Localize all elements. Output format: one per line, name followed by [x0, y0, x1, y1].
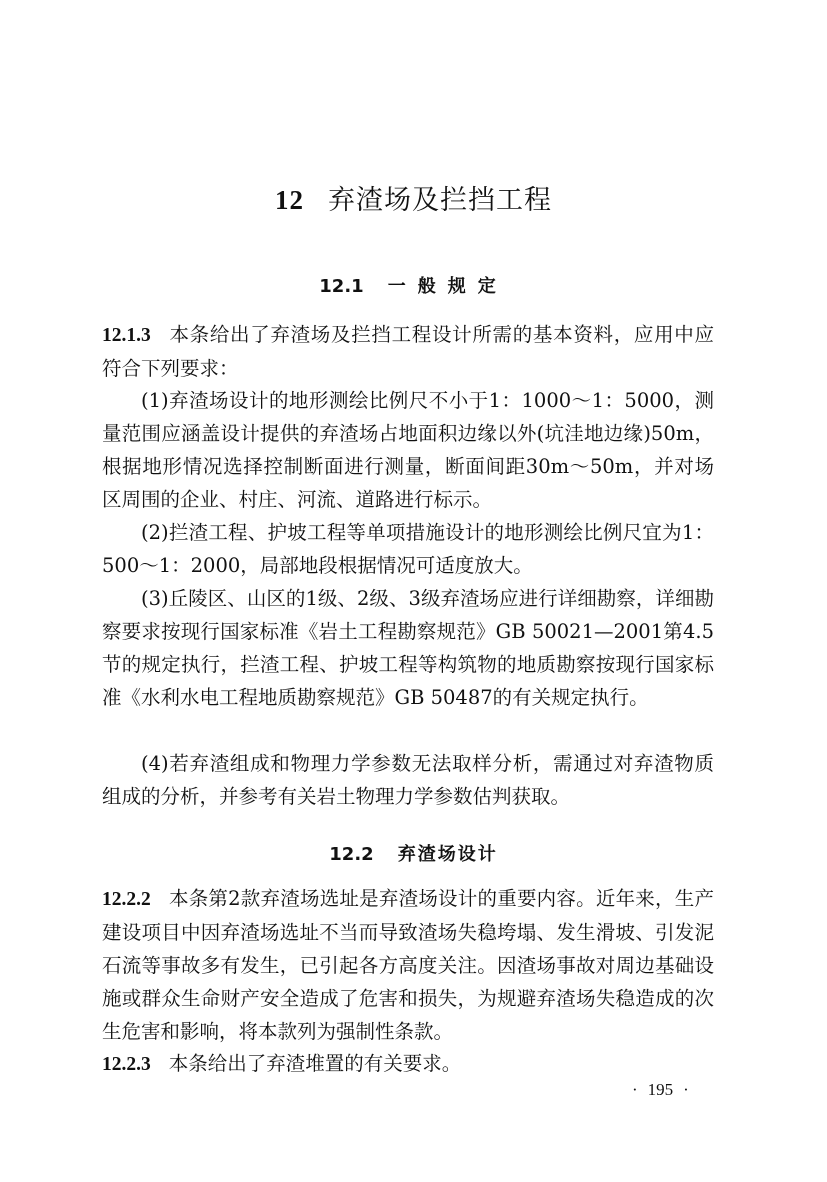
section-heading-12-1 [0, 272, 827, 298]
list-item: (4)若弃渣组成和物理力学参数无法取样分析，需通过对弃渣物质组成的分析，并参考有关岩土物理力学参数估判获取。 [102, 752, 714, 808]
clause-number: 12.2.3 [102, 1054, 151, 1075]
page-number-value: 195 [647, 1080, 674, 1099]
list-item: (1)弃渣场设计的地形测绘比例尺不小于1：1000～1：5000，测量范围应涵盖设计提供的弃渣场占地面积边缘以外(坑洼地边缘)50m，根据地形情况选择控制断面进行测量，断面间距30m～50m，并对场区周围的企业、村庄、河流、道路进行标示。 [102, 389, 714, 511]
clause-12-2-3 [102, 1047, 714, 1081]
chapter-title: 弃渣场及拦挡工程 [328, 185, 552, 216]
chapter-heading [0, 178, 827, 217]
clause-text: 本条给出了弃渣场及拦挡工程设计所需的基本资料，应用中应符合下列要求： [102, 323, 714, 380]
clause-text: 本条第2款弃渣场选址是弃渣场设计的重要内容。近年来，生产建设项目中因弃渣场选址不当而导致渣场失稳垮塌、发生滑坡、引发泥石流等事故多有发生，已引起各方高度关注。因渣场事故对周边基础设施或群众生命财产安全造成了危害和损失，为规避弃渣场失稳造成的次生危害和影响，将本款列为强制性条款。 [102, 887, 714, 1043]
section-number: 12.1 [319, 276, 364, 297]
clause-number: 12.1.3 [102, 325, 151, 346]
clause-text: 本条给出了弃渣堆置的有关要求。 [168, 1052, 462, 1075]
clause-number: 12.2.2 [102, 889, 151, 910]
section-heading-12-2 [0, 840, 827, 866]
section-number: 12.2 [329, 844, 374, 865]
list-item: (2)拦渣工程、护坡工程等单项措施设计的地形测绘比例尺宜为1：500～1：2000，局部地段根据情况可适度放大。 [102, 521, 714, 577]
chapter-number: 12 [275, 185, 304, 215]
clause-12-1-3 [102, 318, 714, 385]
list-item: (3)丘陵区、山区的1级、2级、3级弃渣场应进行详细勘察，详细勘察要求按现行国家标准《岩土工程勘察规范》GB 50021—2001第4.5节的规定执行，拦渣工程、护坡工程等构筑物的地质勘察按现行国家标准《水利水电工程地质勘察规范》GB 50487的有关规定执行。 [102, 587, 714, 709]
section-title: 弃渣场设计 [397, 844, 498, 865]
page-number: · 195 · [632, 1080, 689, 1099]
section-title: 一般规定 [387, 276, 508, 297]
clause-12-2-2 [102, 882, 714, 1048]
